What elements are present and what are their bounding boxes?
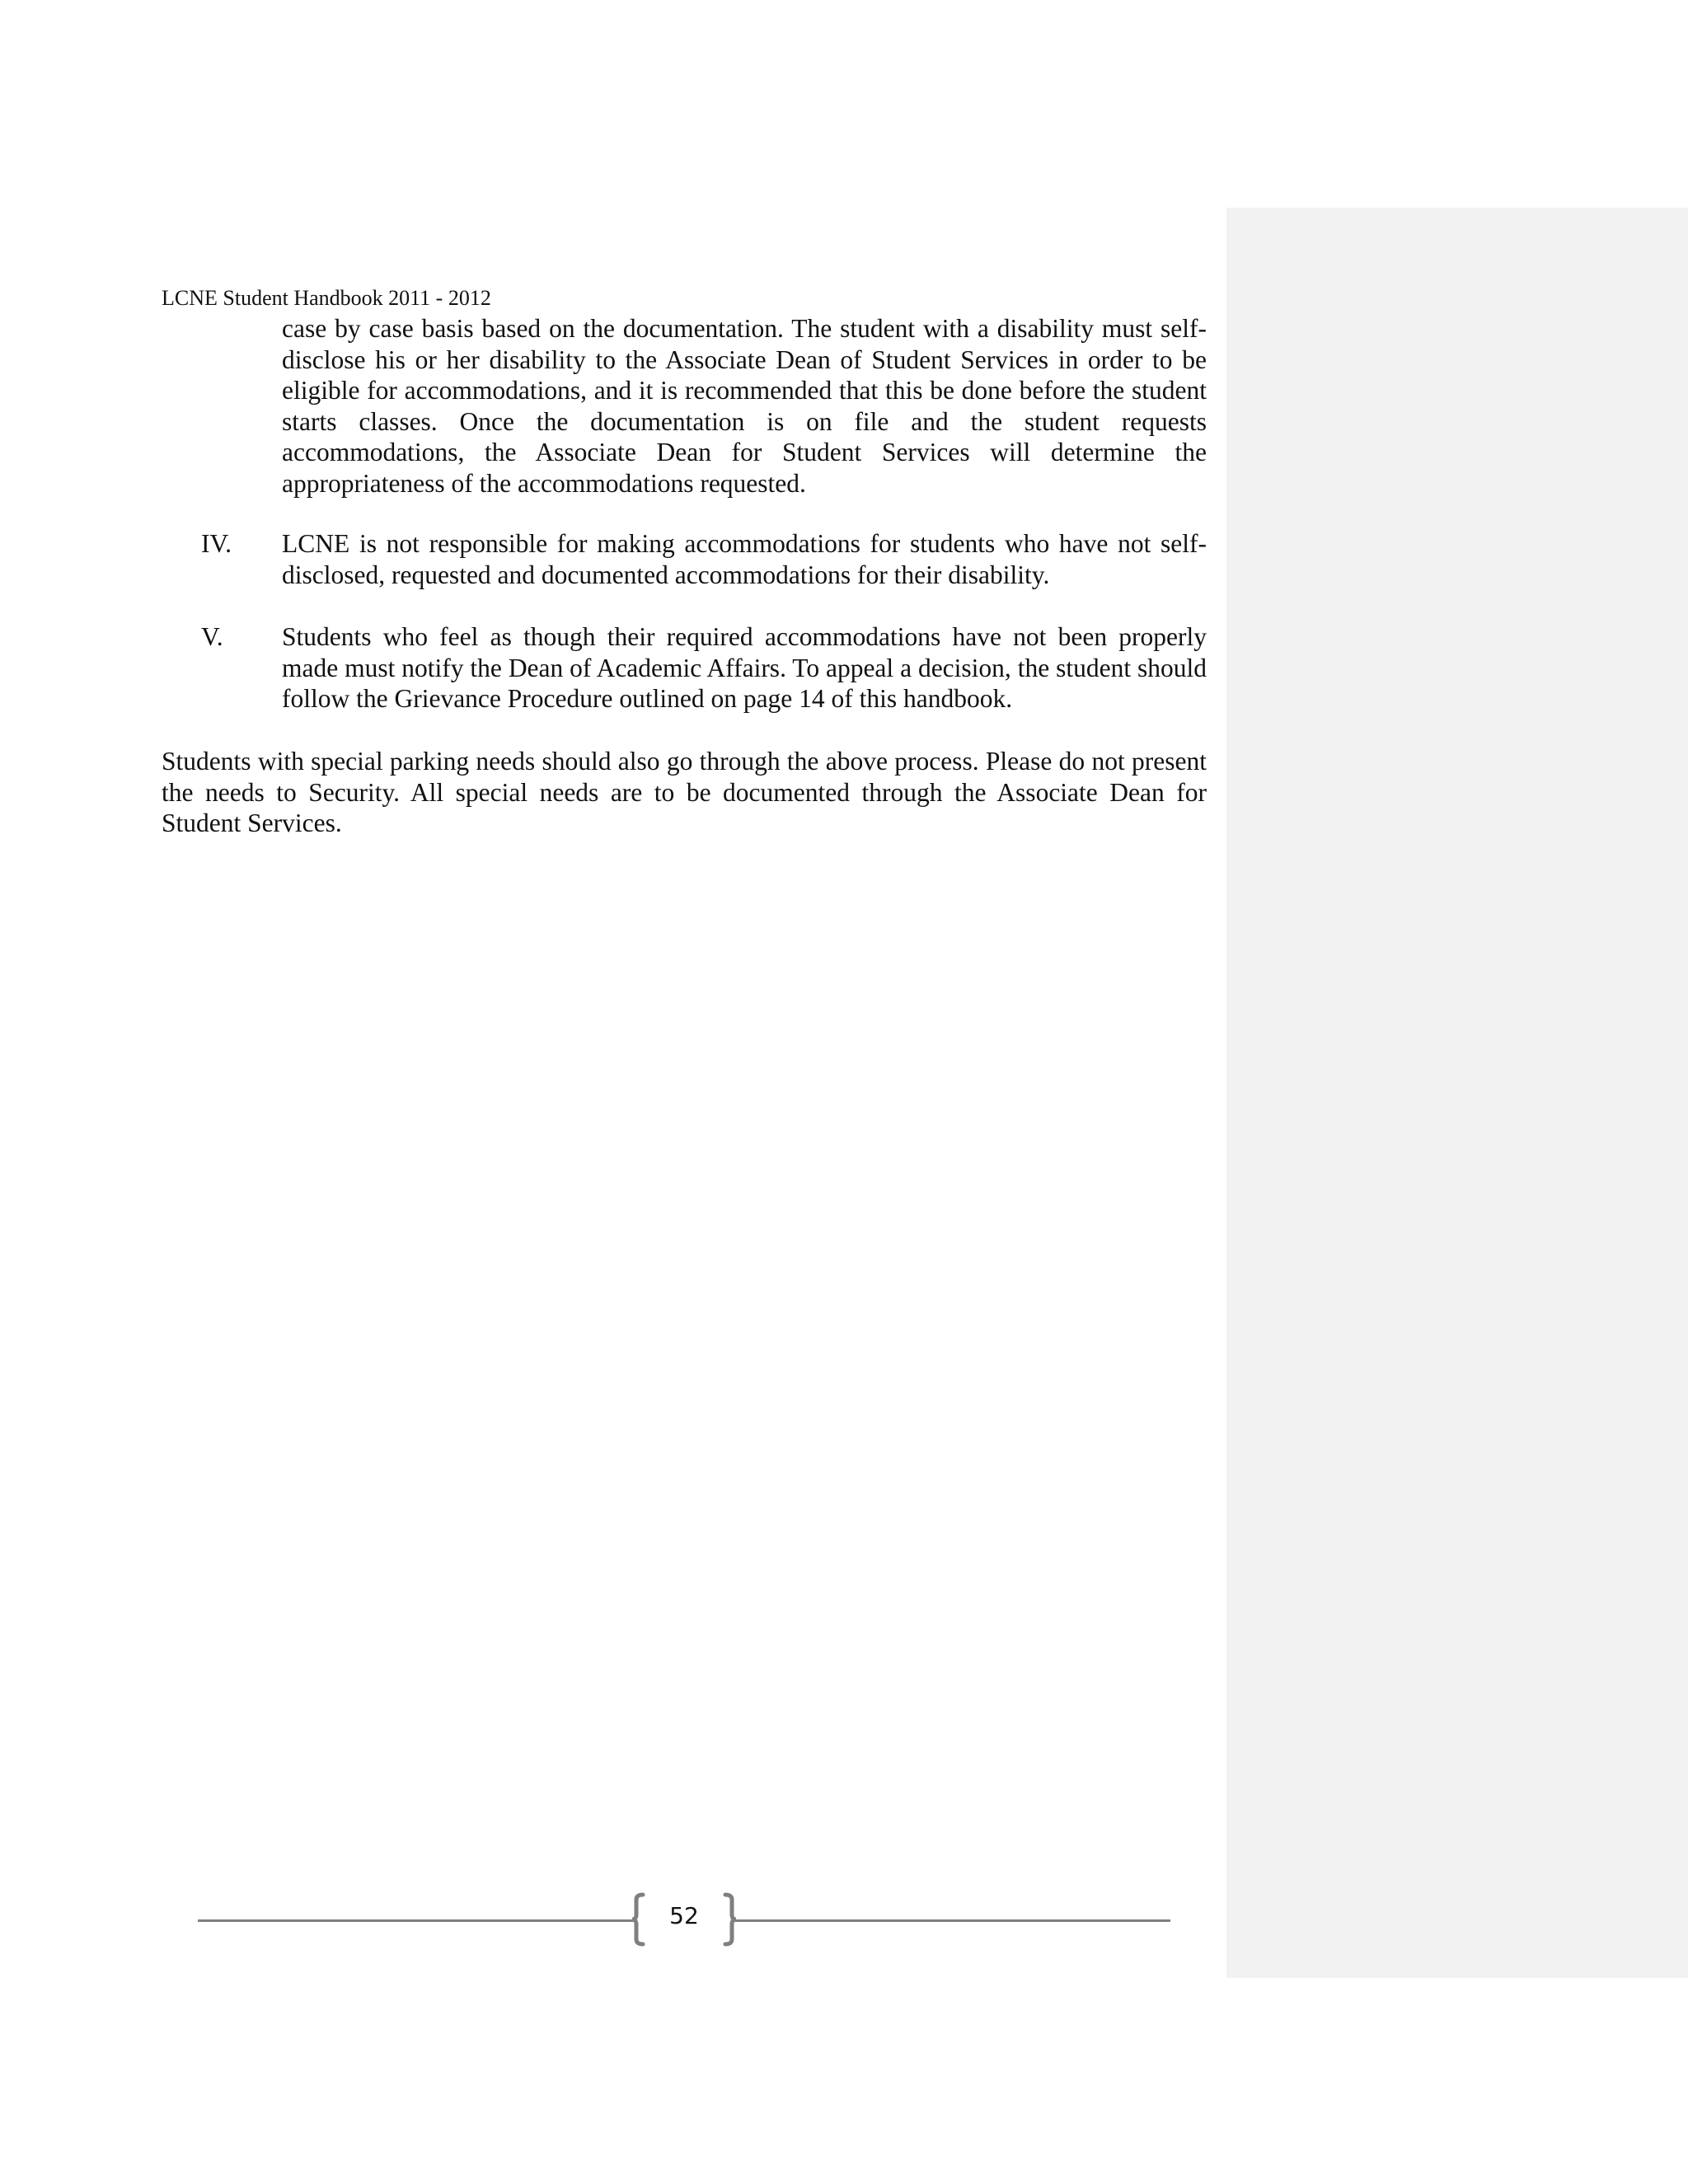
running-header: LCNE Student Handbook 2011 - 2012 <box>162 286 491 310</box>
list-item-text: LCNE is not responsible for making accommodations for students who have not self-disclosed, requested and documented accommodations for their disability. <box>282 529 1207 589</box>
list-item-text: Students who feel as though their required accommodations have not been properly made must notify the Dean of Academic Affairs. To appeal a decision, the student should follow the Grievance Procedure outlined on page 14 of this handbook. <box>282 622 1207 713</box>
page-number: 52 <box>669 1902 699 1929</box>
page-footer <box>198 1892 1170 1947</box>
continued-paragraph: case by case basis based on the documentation. The student with a disability must self-disclose his or her disability to the Associate Dean of Student Services in order to be eligible for accommodations, and it is recommended that this be done before the student starts classes. Once the documentation is on file and the student requests accommodations, the Associate Dean for Student Services will determine the appropriateness of the accommodations requested. <box>282 314 1207 498</box>
comment-margin-pane <box>1226 208 1688 1978</box>
list-numeral: V. <box>201 622 223 651</box>
footer-rule-left <box>198 1919 633 1922</box>
closing-paragraph: Students with special parking needs should also go through the above process. Please do not present the needs to Security. All special needs are to be documented through the Associate Dean for Student Services. <box>162 747 1207 837</box>
list-numeral: IV. <box>201 529 232 558</box>
footer-rule-right <box>735 1919 1170 1922</box>
